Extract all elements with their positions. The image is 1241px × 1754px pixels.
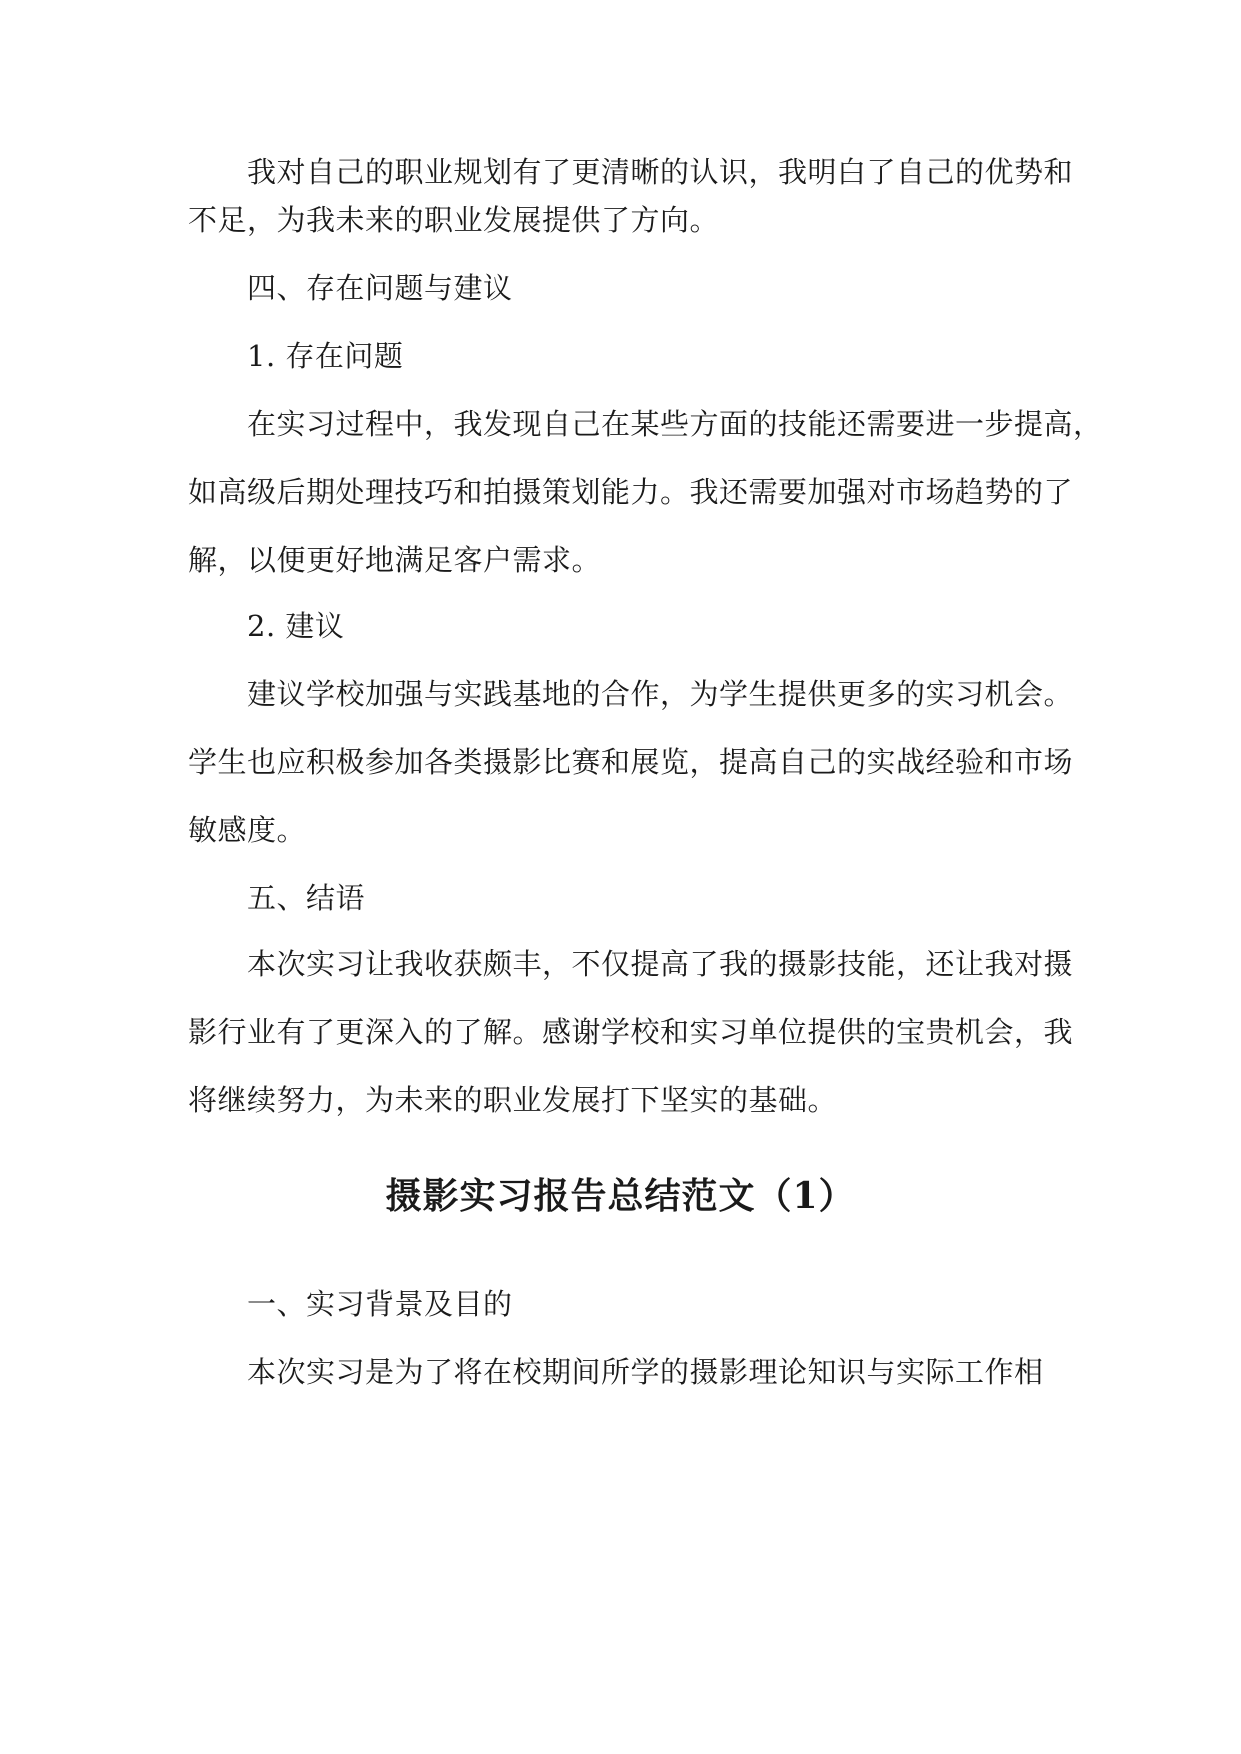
section-heading: 五、结语 bbox=[247, 881, 366, 915]
body-line: 敏感度。 bbox=[188, 813, 307, 847]
body-line: 学生也应积极参加各类摄影比赛和展览，提高自己的实战经验和市场 bbox=[188, 745, 1074, 779]
section-heading: 一、实习背景及目的 bbox=[247, 1287, 513, 1321]
body-line: 我对自己的职业规划有了更清晰的认识，我明白了自己的优势和 bbox=[247, 155, 1074, 189]
body-line: 解，以便更好地满足客户需求。 bbox=[188, 543, 602, 577]
section-heading: 四、存在问题与建议 bbox=[247, 271, 513, 305]
body-line: 不足，为我未来的职业发展提供了方向。 bbox=[188, 203, 720, 237]
body-line: 本次实习是为了将在校期间所学的摄影理论知识与实际工作相 bbox=[247, 1355, 1044, 1389]
body-line: 在实习过程中，我发现自己在某些方面的技能还需要进一步提高， bbox=[247, 407, 1103, 441]
body-line: 如高级后期处理技巧和拍摄策划能力。我还需要加强对市场趋势的了 bbox=[188, 475, 1074, 509]
body-line: 建议学校加强与实践基地的合作，为学生提供更多的实习机会。 bbox=[247, 677, 1074, 711]
document-title: 摄影实习报告总结范文（1） bbox=[385, 1175, 856, 1217]
subsection-heading: 1. 存在问题 bbox=[247, 339, 404, 373]
body-line: 本次实习让我收获颇丰，不仅提高了我的摄影技能，还让我对摄 bbox=[247, 947, 1074, 981]
body-line: 将继续努力，为未来的职业发展打下坚实的基础。 bbox=[188, 1083, 838, 1117]
subsection-heading: 2. 建议 bbox=[247, 609, 345, 643]
body-line: 影行业有了更深入的了解。感谢学校和实习单位提供的宝贵机会，我 bbox=[188, 1015, 1074, 1049]
